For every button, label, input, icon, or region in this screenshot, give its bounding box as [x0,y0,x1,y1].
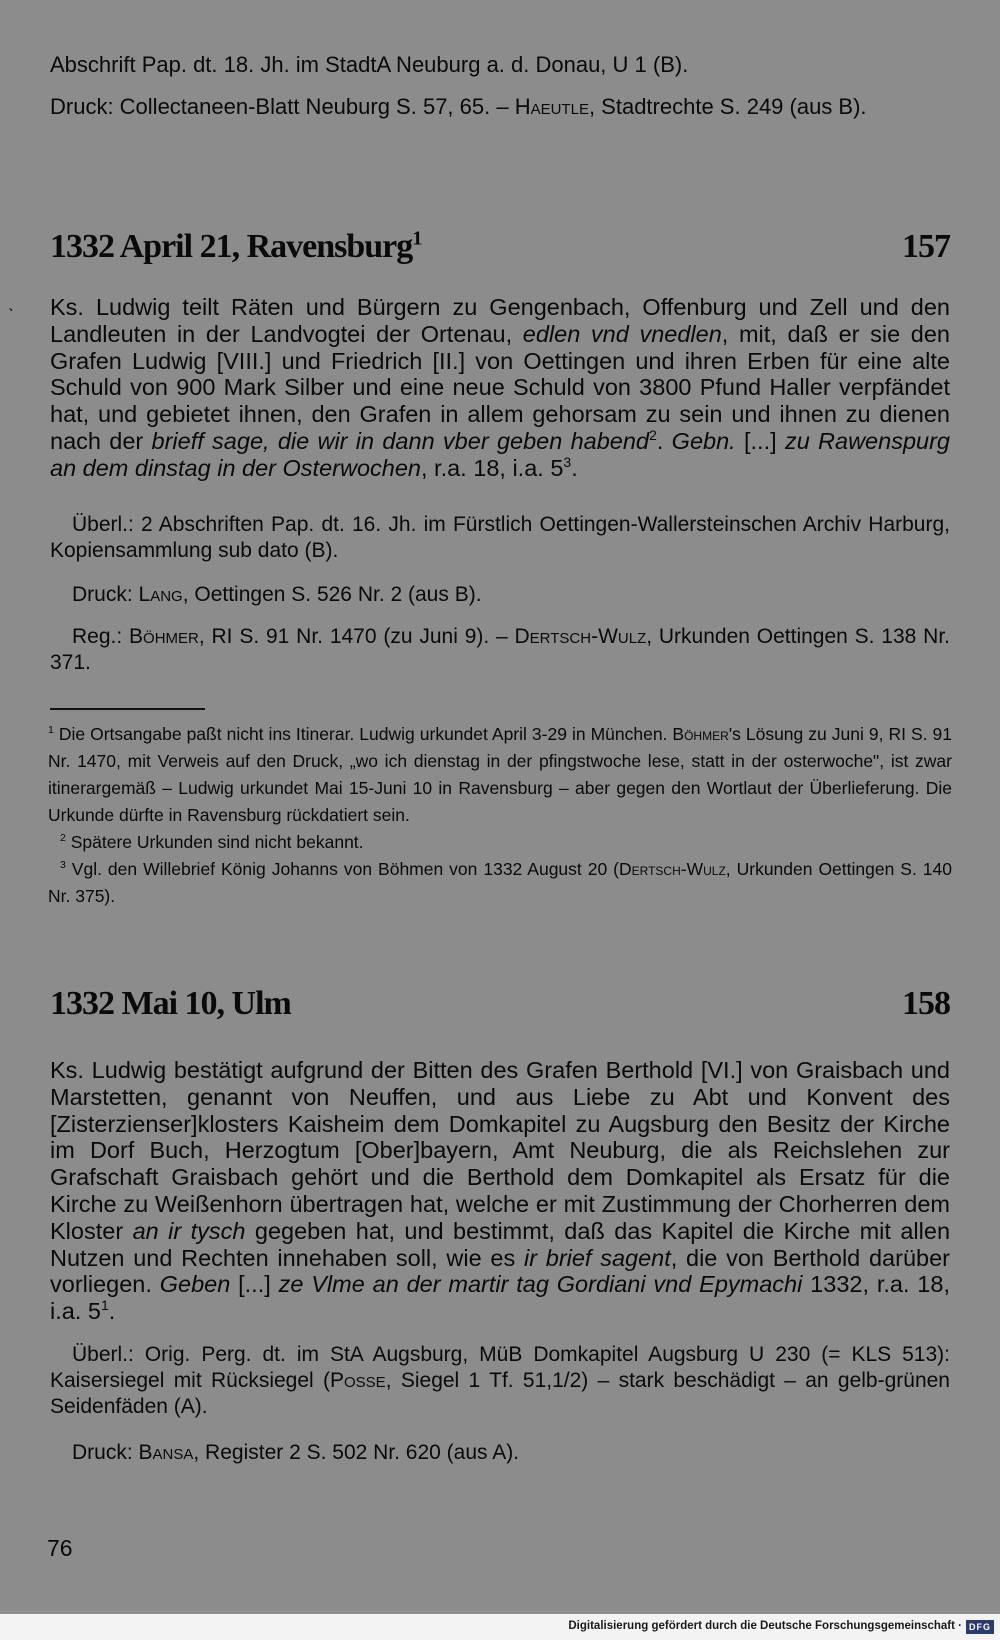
regest-text: , mit, daß er sie den Grafen Ludwig [VIII.] und Friedrich [II.] von Oettingen und ihren Erben für eine alte Schuld von 900 Mark Silber und eine neue Schuld von 3800 Pfund Haller verpfändet hat, und gebietet ihnen, den Grafen in allem gehorsam zu sein und ihnen zu dienen nach der [50,320,950,454]
document-heading-157 [50,228,950,266]
author-name: Haeutle [514,94,589,119]
print-text-rest: , Stadtrechte S. 249 (aus B). [588,94,867,119]
footnote-text: 's Lösung zu Juni 9, RI S. 91 Nr. 1470, mit Verweis auf den Druck, „wo ich dienstag in der pfingstwoche lese, statt in der osterwoche", ist zwar itinerargemäß – Ludwig urkundet Mai 15-Juni 10 in Ravensburg – aber gegen den Wortlaut der Überlieferung. Die Urkunde dürfte in Ravensburg rückdatiert sein. [48,724,952,825]
document-number: 158 [902,985,950,1022]
funding-footer [0,1614,1000,1640]
previous-entry-copy-line [50,52,950,78]
regest-text: [...] [230,1271,279,1298]
regest-text: Ks. Ludwig teilt Räten und Bürgern zu Gengenbach, Offenburg und Zell und den Landleuten in der Landvogtei der Ortenau, [50,294,950,347]
author-name: Lang [138,583,183,606]
footnote-ref: 1 [412,227,422,250]
dfg-logo-icon: DFG [966,1620,994,1634]
footnotes [48,721,952,910]
footnote-text: Die Ortsangabe paßt nicht ins Itinerar. Ludwig urkundet April 3-29 in München. [53,724,673,744]
footnote-mark: 1 [48,724,54,737]
quote-text: brieff sage, die wir in dann vber geben habend [151,427,649,454]
quote-text: Gebn. [671,427,736,454]
footnote-3 [48,856,952,910]
author-name: Böhmer [672,724,729,744]
footnote-divider [50,708,205,710]
transmission-text: , Siegel 1 Tf. 51,1/2) – stark beschädigt – an gelb-grünen Seidenfäden (A). [50,1369,950,1418]
document-regest-158 [50,1057,950,1325]
footnote-text: , Urkunden Oettingen S. 140 Nr. 375). [48,859,952,906]
quote-text: ir brief sagent [523,1244,671,1271]
print-158 [50,1440,950,1466]
document-date: 1332 April 21, Ravensburg [50,228,413,265]
author-name: Dertsch-Wulz [619,859,726,879]
reg-label: Reg.: [72,625,130,648]
funding-text: Digitalisierung gefördert durch die Deutsche Forschungsgemeinschaft · [568,1620,962,1632]
transmission-text: Überl.: 2 Abschriften Pap. dt. 16. Jh. im Fürstlich Oettingen-Wallersteinschen Archiv Harburg, Kopiensammlung sub dato (B). [50,513,950,562]
print-text: , Oettingen S. 526 Nr. 2 (aus B). [182,583,482,606]
footnote-2 [48,829,952,856]
margin-mark: ˋ [8,306,14,326]
document-date: 1332 Mai 10, Ulm [50,985,291,1022]
footnote-ref: 3 [563,453,572,470]
author-name: Posse [330,1369,386,1392]
footnote-ref: 2 [649,427,657,444]
footnote-ref: 1 [100,1297,109,1314]
quote-text: an ir tysch [132,1217,246,1244]
footnote-mark: 3 [60,859,66,872]
footnote-mark: 2 [60,832,66,845]
regest-text: . [108,1298,116,1325]
regest-text: , die von Berthold darüber vorliegen. [50,1244,950,1298]
regest-text: . [571,454,578,481]
footnote-1 [48,721,952,829]
quote-text: Geben [159,1271,231,1298]
print-label: Druck: [72,1441,139,1464]
regest-text: . [656,427,672,454]
transmission-157 [50,512,950,564]
print-text: , Register 2 S. 502 Nr. 620 (aus A). [193,1441,520,1464]
regest-text: 1332, r.a. 18, i.a. 5 [50,1271,950,1325]
previous-entry-print-line [50,94,950,120]
document-regest-157 [50,294,950,482]
print-label: Druck: [72,583,139,606]
document-heading-158 [50,985,950,1023]
regest-ref-157 [50,624,950,676]
author-name: Bansa [138,1441,194,1464]
transmission-158 [50,1342,950,1420]
reg-text: , RI S. 91 Nr. 1470 (zu Juni 9). – [198,625,515,648]
regest-text: , r.a. 18, i.a. 5 [421,454,564,481]
author-name: Dertsch-Wulz [514,625,647,648]
regest-text: [...] [735,427,785,454]
copy-text: Abschrift Pap. dt. 18. Jh. im StadtA Neuburg a. d. Donau, U 1 (B). [50,52,689,77]
page-number: 76 [47,1535,73,1561]
print-157 [50,582,950,608]
print-text: Druck: Collectaneen-Blatt Neuburg S. 57, 65. – [50,94,515,119]
transmission-text: Überl.: Orig. Perg. dt. im StA Augsburg, MüB Domkapitel Augsburg U 230 (= KLS 513): Kaisersiegel mit Rücksiegel ( [50,1343,950,1392]
footnote-text: Vgl. den Willebrief König Johanns von Böhmen von 1332 August 20 ( [65,859,619,879]
regest-text: gegeben hat, und bestimmt, daß das Kapitel die Kirche mit allen Nutzen und Rechten innehaben soll, wie es [50,1217,951,1271]
quote-text: edlen vnd vnedlen [522,320,722,347]
footnote-text: Spätere Urkunden sind nicht bekannt. [65,832,364,852]
regest-text: Ks. Ludwig bestätigt aufgrund der Bitten des Grafen Berthold [VI.] von Graisbach und Marstetten, genannt von Neuffen, und aus Liebe zu Abt und Konvent des [Zisterzienser]klosters Kaisheim dem Domkapitel zu Augsburg den Besitz der Kirche im Dorf Buch, Herzogtum [Ober]bayern, Amt Neuburg, die als Reichslehen zur Grafschaft Graisbach gehört und die Berthold dem Domkapitel als Ersatz für die Kirche zu Weißenhorn übertragen hat, welche er mit Zustimmung der Chorherren dem Kloster [50,1057,950,1244]
quote-text: ze Vlme an der martir tag Gordiani vnd Epymachi [278,1271,803,1298]
quote-text: zu Rawenspurg an dem dinstag in der Osterwochen [50,427,950,481]
document-number: 157 [902,228,950,265]
reg-text: , Urkunden Oettingen S. 138 Nr. 371. [50,625,950,674]
author-name: Böhmer [129,625,199,648]
